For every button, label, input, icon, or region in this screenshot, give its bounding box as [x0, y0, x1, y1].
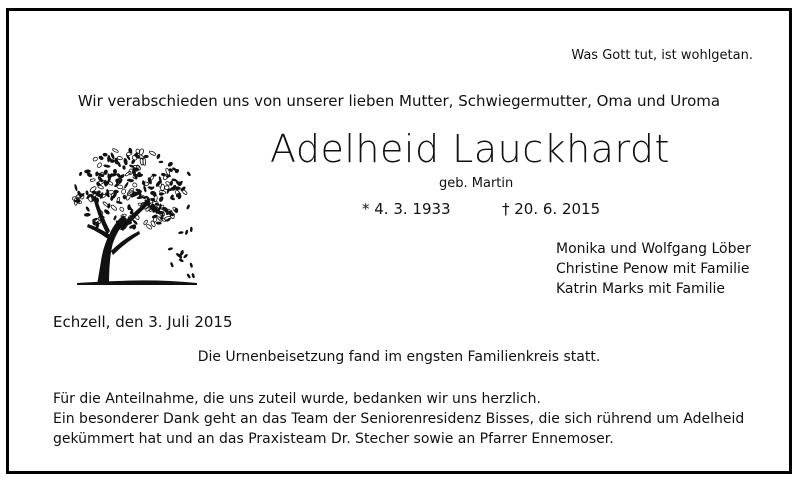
thanks-line: gekümmert hat und an das Praxisteam Dr. Stecher sowie an Pfarrer Ennemoser. [53, 431, 614, 447]
motto-text: Was Gott tut, ist wohlgetan. [571, 48, 753, 63]
place-date: Echzell, den 3. Juli 2015 [53, 313, 233, 331]
obituary-notice [6, 8, 792, 474]
mourner-line: Katrin Marks mit Familie [556, 281, 725, 297]
thanks-line: Ein besonderer Dank geht an das Team der Seniorenresidenz Bisses, die sich rührend um Adelheid [53, 411, 745, 427]
mourners-list [556, 239, 751, 299]
intro-text: Wir verabschieden uns von unserer lieben Mutter, Schwiegermutter, Oma und Uroma [77, 92, 721, 110]
birth-date: * 4. 3. 1933 [362, 200, 451, 218]
thanks-line: Für die Anteilnahme, die uns zuteil wurde, bedanken wir uns herzlich. [53, 391, 541, 407]
death-date: † 20. 6. 2015 [502, 200, 601, 218]
mourner-line: Christine Penow mit Familie [556, 261, 750, 277]
urn-burial-text: Die Urnenbeisetzung fand im engsten Familienkreis statt. [197, 349, 601, 365]
thanks-text [53, 389, 744, 449]
deceased-name: Adelheid Lauckhardt [270, 127, 670, 171]
mourner-line: Monika und Wolfgang Löber [556, 241, 751, 257]
maiden-name: geb. Martin [439, 176, 514, 191]
